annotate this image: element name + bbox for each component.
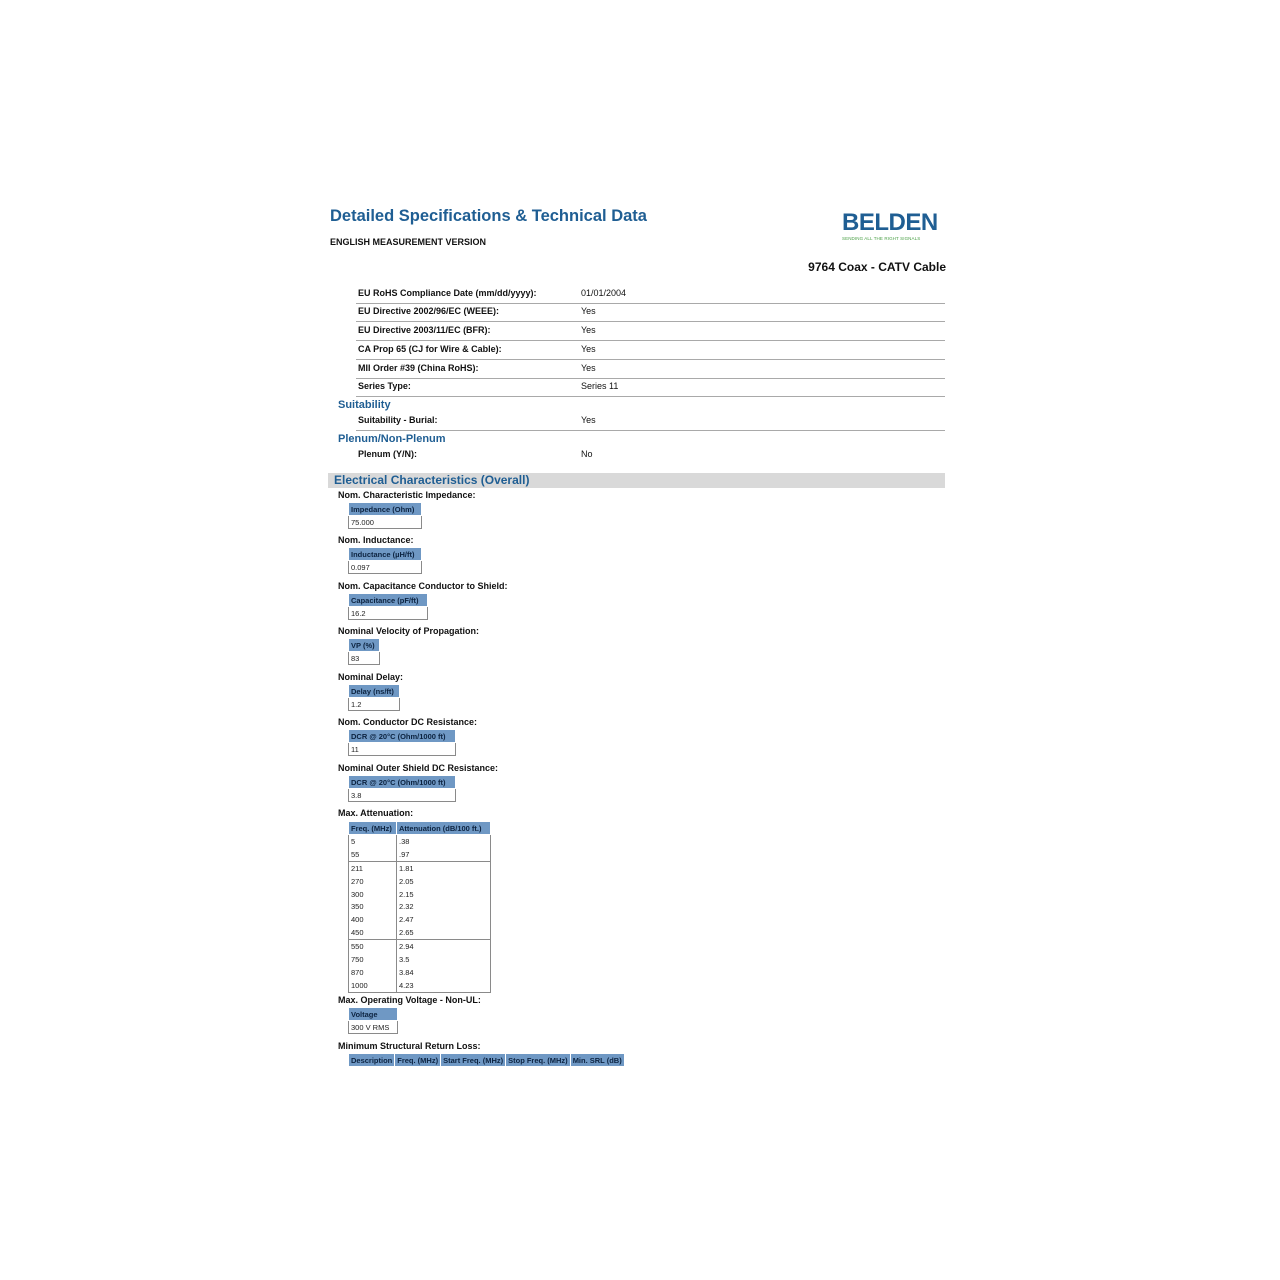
table-row	[349, 913, 491, 926]
table-row	[349, 966, 491, 979]
attenuation-label: Max. Attenuation:	[338, 808, 414, 818]
attenuation-cell: .38	[397, 835, 491, 848]
spec-row-rohs-date	[356, 285, 945, 304]
voltage-header: Voltage	[349, 1008, 398, 1021]
attenuation-col-freq: Freq. (MHz)	[349, 822, 397, 835]
attenuation-cell: 2.15	[397, 888, 491, 901]
freq-cell: 211	[349, 861, 397, 874]
attenuation-cell: 2.94	[397, 940, 491, 953]
spec-row-prop65	[356, 341, 945, 360]
freq-cell: 55	[349, 848, 397, 861]
attenuation-cell: 2.05	[397, 875, 491, 888]
spec-row-series-type	[356, 378, 945, 397]
table-row	[349, 835, 491, 848]
measurement-version: ENGLISH MEASUREMENT VERSION	[330, 237, 487, 247]
belden-logo	[842, 209, 938, 241]
srl-col-description: Description	[349, 1054, 395, 1067]
inductance-value: 0.097	[349, 561, 422, 574]
spec-label: CA Prop 65 (CJ for Wire & Cable):	[358, 344, 502, 354]
capacitance-value: 16.2	[349, 607, 428, 620]
section-band-electrical	[328, 473, 945, 488]
srl-table	[348, 1053, 625, 1067]
table-row	[349, 900, 491, 913]
logo-tagline: SENDING ALL THE RIGHT SIGNALS	[842, 236, 921, 241]
spec-label: Suitability - Burial:	[358, 415, 438, 425]
freq-cell: 270	[349, 875, 397, 888]
attenuation-table	[348, 821, 491, 993]
velocity-header: VP (%)	[349, 639, 380, 652]
shield-dcr-value: 3.8	[349, 789, 456, 802]
logo-wordmark: BELDEN	[842, 209, 938, 236]
table-row	[349, 979, 491, 992]
delay-table	[348, 684, 400, 711]
spec-value: Yes	[581, 325, 596, 335]
shield-dcr-header: DCR @ 20°C (Ohm/1000 ft)	[349, 776, 456, 789]
conductor-dcr-label: Nom. Conductor DC Resistance:	[338, 717, 478, 727]
srl-col-min-srl: Min. SRL (dB)	[570, 1054, 624, 1067]
table-row	[349, 926, 491, 939]
freq-cell: 350	[349, 900, 397, 913]
inductance-label: Nom. Inductance:	[338, 535, 414, 545]
delay-header: Delay (ns/ft)	[349, 685, 400, 698]
spec-label: MII Order #39 (China RoHS):	[358, 363, 479, 373]
freq-cell: 1000	[349, 979, 397, 992]
velocity-value: 83	[349, 652, 380, 665]
capacitance-table	[348, 593, 428, 620]
attenuation-col-value: Attenuation (dB/100 ft.)	[397, 822, 491, 835]
table-row	[349, 875, 491, 888]
spec-row-plenum	[356, 446, 945, 464]
page-title: Detailed Specifications & Technical Data	[330, 207, 647, 225]
spec-value: Yes	[581, 363, 596, 373]
spec-label: Plenum (Y/N):	[358, 449, 418, 459]
attenuation-cell: 2.32	[397, 900, 491, 913]
spec-row-bfr	[356, 322, 945, 341]
spec-value: Yes	[581, 415, 596, 425]
voltage-value: 300 V RMS	[349, 1021, 398, 1034]
spec-value: Yes	[581, 344, 596, 354]
spec-label: EU Directive 2003/11/EC (BFR):	[358, 325, 491, 335]
table-row	[349, 848, 491, 861]
freq-cell: 450	[349, 926, 397, 939]
table-row	[349, 940, 491, 953]
spec-label: EU RoHS Compliance Date (mm/dd/yyyy):	[358, 288, 537, 298]
freq-cell: 870	[349, 966, 397, 979]
spec-label: EU Directive 2002/96/EC (WEEE):	[358, 306, 500, 316]
shield-dcr-label: Nominal Outer Shield DC Resistance:	[338, 763, 499, 773]
voltage-table	[348, 1007, 398, 1034]
freq-cell: 550	[349, 940, 397, 953]
spec-row-weee	[356, 303, 945, 322]
srl-col-stop-freq: Stop Freq. (MHz)	[506, 1054, 571, 1067]
attenuation-cell: 4.23	[397, 979, 491, 992]
srl-col-freq: Freq. (MHz)	[395, 1054, 441, 1067]
impedance-label: Nom. Characteristic Impedance:	[338, 490, 476, 500]
capacitance-header: Capacitance (pF/ft)	[349, 594, 428, 607]
delay-label: Nominal Delay:	[338, 672, 404, 682]
inductance-header: Inductance (µH/ft)	[349, 548, 422, 561]
spec-row-china-rohs	[356, 360, 945, 379]
shield-dcr-table	[348, 775, 456, 802]
freq-cell: 300	[349, 888, 397, 901]
impedance-header: Impedance (Ohm)	[349, 503, 422, 516]
spec-value: Series 11	[581, 381, 619, 391]
spec-value: Yes	[581, 306, 596, 316]
voltage-label: Max. Operating Voltage - Non-UL:	[338, 995, 481, 1005]
srl-label: Minimum Structural Return Loss:	[338, 1041, 481, 1051]
spec-value: 01/01/2004	[581, 288, 627, 298]
freq-cell: 750	[349, 953, 397, 966]
conductor-dcr-value: 11	[349, 743, 456, 756]
capacitance-label: Nom. Capacitance Conductor to Shield:	[338, 581, 508, 591]
freq-cell: 5	[349, 835, 397, 848]
product-name: 9764 Coax - CATV Cable	[808, 260, 946, 274]
velocity-table	[348, 638, 380, 665]
attenuation-cell: 3.84	[397, 966, 491, 979]
spec-label: Series Type:	[358, 381, 411, 391]
section-heading-plenum: Plenum/Non-Plenum	[338, 433, 446, 445]
conductor-dcr-header: DCR @ 20°C (Ohm/1000 ft)	[349, 730, 456, 743]
attenuation-cell: .97	[397, 848, 491, 861]
conductor-dcr-table	[348, 729, 456, 756]
delay-value: 1.2	[349, 698, 400, 711]
table-row	[349, 888, 491, 901]
inductance-table	[348, 547, 422, 574]
velocity-label: Nominal Velocity of Propagation:	[338, 626, 480, 636]
spec-row-burial	[356, 412, 945, 431]
section-heading-electrical: Electrical Characteristics (Overall)	[334, 473, 530, 487]
attenuation-cell: 3.5	[397, 953, 491, 966]
attenuation-cell: 1.81	[397, 861, 491, 874]
attenuation-cell: 2.65	[397, 926, 491, 939]
impedance-table	[348, 502, 422, 529]
table-row	[349, 861, 491, 874]
table-row	[349, 953, 491, 966]
attenuation-cell: 2.47	[397, 913, 491, 926]
spec-value: No	[581, 449, 593, 459]
impedance-value: 75.000	[349, 516, 422, 529]
srl-col-start-freq: Start Freq. (MHz)	[441, 1054, 506, 1067]
freq-cell: 400	[349, 913, 397, 926]
section-heading-suitability: Suitability	[338, 399, 391, 411]
